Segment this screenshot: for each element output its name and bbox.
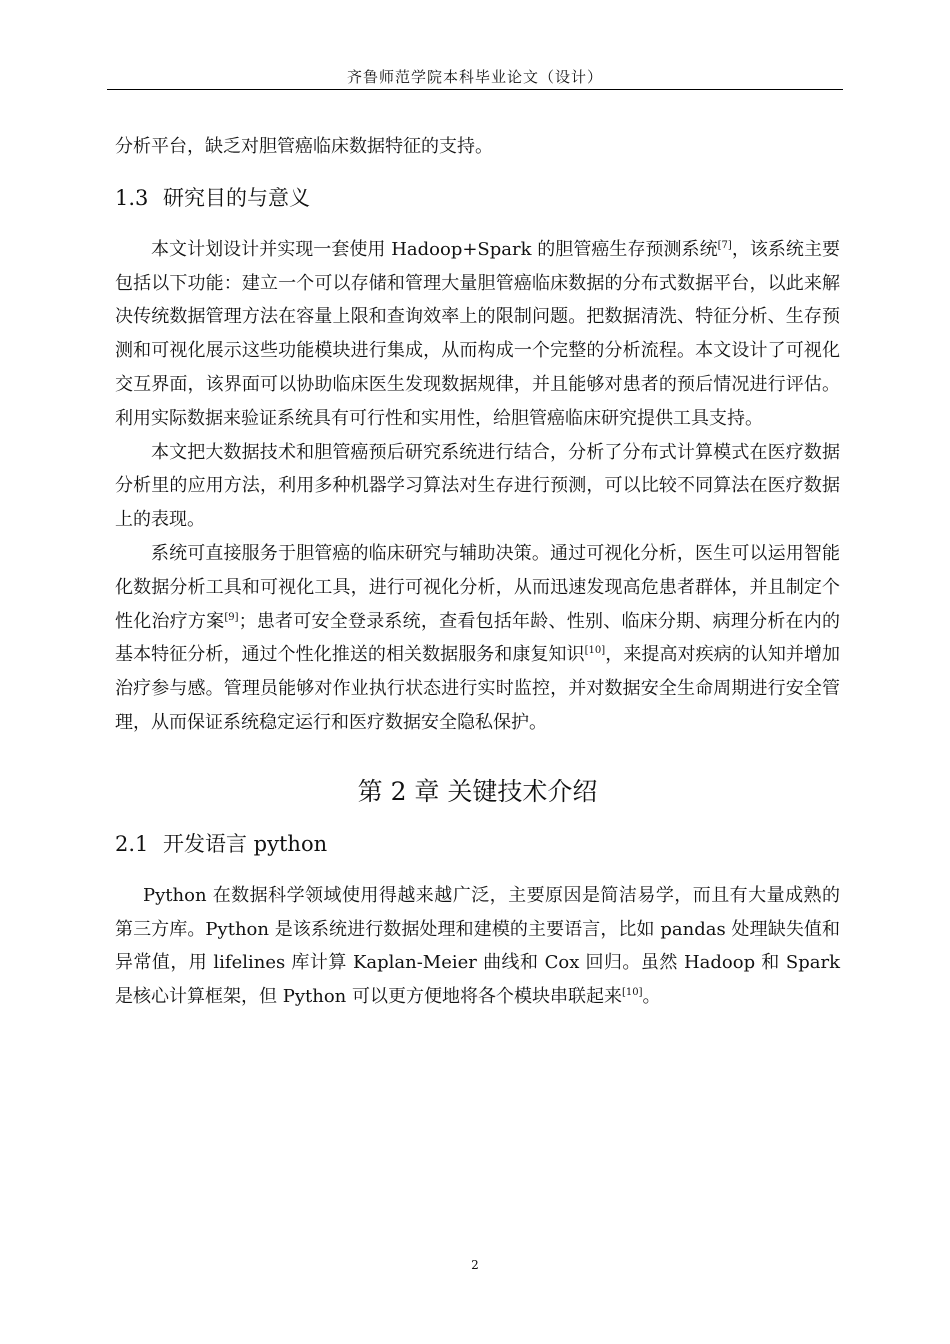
paragraph-text: ；患者可安全登录系统，查看包括年龄、性别、临床分期、病理分析在内的基本特征分析，通过个性化推送的相关数据服务和康复知识 [115, 610, 841, 666]
citation-ref: [7] [717, 239, 732, 251]
citation-ref: [10] [621, 987, 643, 999]
citation-ref: [9] [224, 611, 239, 623]
paragraph-text: ，该系统主要包括以下功能：建立一个可以存储和管理大量胆管癌临床数据的分布式数据平台，以此来解决传统数据管理方法在容量上限和查询效率上的限制问题。把数据清洗、特征分析、生存预测和可视化展示这些功能模块进行集成，从而构成一个完整的分析流程。本文设计了可视化交互界面，该界面可以协助临床医生发现数据规律，并且能够对患者的预后情况进行评估。利用实际数据来验证系统具有可行性和实用性，给胆管癌临床研究提供工具支持。 [115, 238, 840, 429]
section-number: 2.1 [115, 831, 149, 856]
paragraph-text: ，来提高对疾病的认知并增加治疗参与感。管理员能够对作业执行状态进行实时监控，并对数据安全生命周期进行安全管理，从而保证系统稳定运行和医疗数据安全隐私保护。 [115, 644, 841, 733]
paragraph-research-purpose [115, 233, 840, 436]
page-number: 2 [471, 1258, 479, 1272]
citation-ref: [10] [584, 645, 606, 657]
paragraph-big-data-combination: 本文把大数据技术和胆管癌预后研究系统进行结合，分析了分布式计算模式在医疗数据分析里的应用方法，利用多种机器学习算法对生存进行预测，可以比较不同算法在医疗数据上的表现。 [115, 441, 840, 531]
section-title: 研究目的与意义 [163, 185, 310, 210]
page-body [115, 130, 840, 1014]
section-number: 1.3 [115, 185, 149, 210]
paragraph-text: Python 在数据科学领域使用得越来越广泛，主要原因是简洁易学，而且有大量成熟的第三方库。Python 是该系统进行数据处理和建模的主要语言，比如 pandas 处理缺失值和异常值，用 lifelines 库计算 Kaplan-Meier 曲线和 Cox 回归。虽然 Hadoop 和 Spark 是核心计算框架，但 Python 可以更方便地将各个模块串联起来 [115, 884, 840, 1008]
paragraph-text: 系统可直接服务于胆管癌的临床研究与辅助决策。通过可视化分析，医生可以运用智能化数据分析工具和可视化工具，进行可视化分析，从而迅速发现高危患者群体，并且制定个性化治疗方案 [115, 542, 840, 632]
page-header-title: 齐鲁师范学院本科毕业论文（设计） [346, 68, 603, 86]
section-title: 开发语言 python [163, 831, 328, 856]
section-heading-2-1 [115, 828, 840, 861]
header-rule [107, 89, 843, 90]
section-heading-1-3 [115, 182, 840, 215]
paragraph-continuation: 分析平台，缺乏对胆管癌临床数据特征的支持。 [115, 136, 493, 157]
chapter-heading: 第 2 章 关键技术介绍 [357, 776, 598, 806]
paragraph-text: 本文计划设计并实现一套使用 Hadoop+Spark 的胆管癌生存预测系统 [151, 238, 718, 260]
paragraph-system-service [115, 537, 840, 740]
paragraph-python-intro [115, 879, 840, 1014]
paragraph-text: 。 [642, 986, 661, 1008]
